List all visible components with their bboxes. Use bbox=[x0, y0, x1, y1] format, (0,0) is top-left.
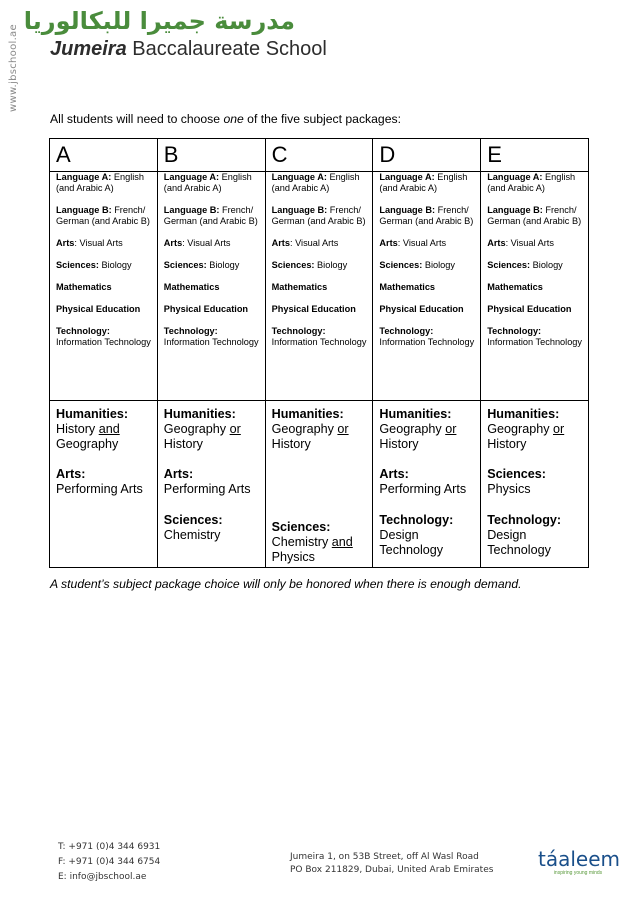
core-subject-value: Information Technology bbox=[379, 337, 475, 347]
core-subject bbox=[164, 326, 265, 348]
core-subject-label: Language A: bbox=[163, 172, 220, 182]
core-subject bbox=[272, 282, 373, 293]
core-subject-value: French/ German (and Arabic B) bbox=[56, 205, 150, 226]
option-cell bbox=[265, 401, 373, 568]
brand-name: táaleem bbox=[538, 847, 621, 871]
core-subject-value: English (and Arabic A) bbox=[56, 172, 144, 193]
core-subject-label: Arts bbox=[487, 238, 506, 248]
option-cell bbox=[157, 401, 265, 568]
core-subject bbox=[379, 282, 480, 293]
core-subject-label: Language A: bbox=[271, 172, 327, 182]
package-letter: D bbox=[373, 139, 481, 172]
option-cell bbox=[50, 401, 158, 568]
core-subject-label: Physical Education bbox=[379, 304, 464, 314]
core-subject bbox=[56, 260, 157, 271]
contact-block bbox=[58, 840, 160, 885]
option-label: Arts: bbox=[379, 467, 409, 481]
option-conjunction: or bbox=[337, 422, 349, 436]
core-subject bbox=[487, 304, 588, 315]
core-subject-label: Language A: bbox=[487, 172, 543, 182]
phone-number: T: +971 (0)4 344 6931 bbox=[58, 842, 161, 852]
school-logo-english bbox=[50, 36, 327, 62]
core-subject-label: Arts bbox=[163, 238, 183, 248]
option-value-2: History bbox=[271, 437, 311, 451]
core-cell bbox=[481, 172, 589, 401]
core-subject bbox=[272, 260, 373, 271]
core-subject bbox=[379, 304, 480, 315]
core-cell bbox=[265, 172, 373, 401]
option-group bbox=[379, 467, 478, 497]
core-subject-value: French/ German (and Arabic B) bbox=[271, 205, 366, 226]
core-cell bbox=[50, 172, 158, 401]
option-label: Humanities: bbox=[379, 407, 452, 421]
core-subject-value: : Visual Arts bbox=[505, 238, 554, 248]
option-label: Humanities: bbox=[56, 407, 129, 421]
taaleem-logo bbox=[538, 847, 621, 877]
core-subject-label: Mathematics bbox=[163, 282, 220, 292]
option-label: Sciences: bbox=[163, 513, 223, 527]
core-subject bbox=[487, 172, 588, 194]
core-subject bbox=[487, 205, 588, 227]
core-subject bbox=[164, 172, 265, 194]
core-subject-label: Physical Education bbox=[271, 304, 356, 314]
core-subject-label: Physical Education bbox=[487, 304, 572, 314]
core-subject bbox=[272, 304, 373, 315]
core-subject bbox=[379, 326, 480, 348]
option-value-2: Physics bbox=[271, 550, 315, 564]
core-subject-value: Information Technology bbox=[56, 337, 151, 347]
core-subject bbox=[272, 238, 373, 249]
option-group bbox=[272, 520, 371, 565]
core-subject-value: English (and Arabic A) bbox=[487, 172, 576, 193]
core-subject-label: Physical Education bbox=[56, 304, 141, 314]
option-value: History bbox=[56, 422, 99, 436]
core-subject-value: Biology bbox=[422, 260, 455, 270]
option-cell bbox=[481, 401, 589, 568]
core-subject bbox=[379, 260, 480, 271]
core-subject-label: Technology: bbox=[379, 326, 434, 336]
core-subject-label: Language B: bbox=[56, 205, 112, 215]
core-subject-label: Mathematics bbox=[379, 282, 436, 292]
option-conjunction: or bbox=[445, 422, 457, 436]
core-cell bbox=[157, 172, 265, 401]
core-subject-label: Language A: bbox=[379, 172, 435, 182]
address-line-2: PO Box 211829, Dubai, United Arab Emirates bbox=[290, 865, 494, 875]
option-value: Geography bbox=[163, 422, 230, 436]
core-subject-value: : Visual Arts bbox=[289, 238, 339, 248]
core-subject bbox=[56, 304, 157, 315]
option-group bbox=[487, 407, 586, 452]
core-subject-value: English (and Arabic A) bbox=[163, 172, 252, 193]
core-subject-label: Physical Education bbox=[163, 304, 249, 314]
core-subject-label: Arts bbox=[56, 238, 75, 248]
fax-number: F: +971 (0)4 344 6754 bbox=[58, 857, 161, 867]
core-subject-label: Technology: bbox=[271, 326, 326, 336]
core-subject bbox=[272, 326, 373, 348]
core-subject bbox=[56, 205, 157, 227]
core-subject-value: Information Technology bbox=[271, 337, 367, 347]
website-url: www.jbschool.ae bbox=[8, 24, 19, 112]
intro-text bbox=[50, 112, 590, 126]
option-label: Technology: bbox=[379, 513, 454, 527]
option-label: Humanities: bbox=[487, 407, 560, 421]
core-subject bbox=[272, 205, 373, 227]
core-subject-value: : Visual Arts bbox=[182, 238, 231, 248]
option-value: Performing Arts bbox=[163, 482, 251, 496]
core-subject-label: Language B: bbox=[379, 205, 436, 215]
core-subject bbox=[164, 205, 265, 227]
option-label: Arts: bbox=[56, 467, 86, 481]
core-subject bbox=[487, 326, 588, 348]
intro-emphasis: one bbox=[223, 112, 244, 126]
option-conjunction: or bbox=[229, 422, 241, 436]
option-value-2: Geography bbox=[56, 437, 119, 451]
core-subject-value: Biology bbox=[530, 260, 563, 270]
core-subject-label: Mathematics bbox=[487, 282, 543, 292]
core-subject-value: French/ German (and Arabic B) bbox=[379, 205, 474, 226]
brand-tagline: inspiring young minds bbox=[553, 870, 603, 876]
option-value: Geography bbox=[271, 422, 338, 436]
option-label: Arts: bbox=[163, 467, 194, 481]
package-letter: A bbox=[50, 139, 158, 172]
core-subject bbox=[56, 238, 157, 249]
option-group bbox=[272, 407, 371, 452]
core-subject-label: Sciences: bbox=[271, 260, 315, 270]
package-letter: C bbox=[265, 139, 373, 172]
core-subject-label: Sciences: bbox=[56, 260, 99, 270]
package-letter: B bbox=[157, 139, 265, 172]
option-value: Chemistry bbox=[271, 535, 332, 549]
option-label: Sciences: bbox=[271, 520, 331, 534]
core-subject-value: : Visual Arts bbox=[74, 238, 123, 248]
package-letters-row bbox=[50, 139, 589, 172]
core-subject-label: Technology: bbox=[487, 326, 542, 336]
option-value: Design Technology bbox=[379, 528, 444, 557]
option-value: Physics bbox=[487, 482, 531, 496]
option-group bbox=[379, 407, 478, 452]
option-value: Chemistry bbox=[163, 528, 221, 542]
core-subject bbox=[487, 260, 588, 271]
option-value-2: History bbox=[487, 437, 527, 451]
core-subject bbox=[164, 304, 265, 315]
core-subject bbox=[379, 238, 480, 249]
option-label: Humanities: bbox=[271, 407, 344, 421]
option-conjunction: and bbox=[331, 535, 353, 549]
page-footer bbox=[0, 840, 638, 896]
core-subject-value: Information Technology bbox=[487, 337, 583, 347]
core-subject-label: Technology: bbox=[56, 326, 110, 336]
core-subject-value: Biology bbox=[314, 260, 348, 270]
option-value-2: History bbox=[379, 437, 419, 451]
core-subject-value: Biology bbox=[206, 260, 240, 270]
option-value-2: History bbox=[163, 437, 203, 451]
address-line-1: Jumeira 1, on 53B Street, off Al Wasl Road bbox=[290, 852, 479, 862]
core-subject-value: French/ German (and Arabic B) bbox=[487, 205, 582, 226]
option-group bbox=[379, 513, 478, 558]
core-subject bbox=[379, 205, 480, 227]
option-value: Design Technology bbox=[487, 528, 551, 557]
core-subject-value: : Visual Arts bbox=[397, 238, 447, 248]
demand-note: A student’s subject package choice will only be honored when there is enough demand. bbox=[50, 577, 522, 591]
core-subjects-row bbox=[50, 172, 589, 401]
core-subject bbox=[164, 282, 265, 293]
core-subject-value: French/ German (and Arabic B) bbox=[163, 205, 258, 226]
core-subject-value: English (and Arabic A) bbox=[379, 172, 468, 193]
option-subjects-row bbox=[50, 401, 589, 568]
option-group bbox=[164, 513, 263, 543]
option-group bbox=[487, 513, 586, 558]
option-group bbox=[56, 407, 155, 452]
intro-after: of the five subject packages: bbox=[243, 112, 401, 126]
core-subject-label: Language A: bbox=[56, 172, 112, 182]
core-subject bbox=[164, 238, 265, 249]
core-subject-label: Arts bbox=[379, 238, 398, 248]
core-subject-label: Arts bbox=[271, 238, 290, 248]
logo-bold-word: Jumeira bbox=[50, 38, 127, 60]
option-group bbox=[56, 467, 155, 497]
core-subject bbox=[164, 260, 265, 271]
package-letter: E bbox=[481, 139, 589, 172]
core-subject-value: English (and Arabic A) bbox=[271, 172, 360, 193]
option-label: Sciences: bbox=[487, 467, 546, 481]
core-subject bbox=[56, 282, 157, 293]
option-cell bbox=[373, 401, 481, 568]
core-subject bbox=[56, 326, 157, 348]
option-label: Humanities: bbox=[163, 407, 236, 421]
option-group bbox=[164, 467, 263, 497]
core-subject bbox=[487, 282, 588, 293]
option-value: Geography bbox=[487, 422, 553, 436]
intro-before: All students will need to choose bbox=[50, 112, 224, 126]
core-subject-label: Sciences: bbox=[487, 260, 531, 270]
logo-rest: Baccalaureate School bbox=[126, 38, 327, 60]
core-subject-label: Sciences: bbox=[163, 260, 207, 270]
core-subject-label: Language B: bbox=[163, 205, 220, 215]
school-logo-arabic: مدرسة جميرا للبكالوريا bbox=[23, 7, 295, 35]
core-subject-label: Language B: bbox=[487, 205, 543, 215]
core-subject-label: Mathematics bbox=[271, 282, 328, 292]
packages-table bbox=[49, 138, 589, 568]
core-subject-value: Information Technology bbox=[163, 337, 259, 347]
core-subject-label: Mathematics bbox=[56, 282, 112, 292]
core-subject bbox=[56, 172, 157, 194]
option-label: Technology: bbox=[487, 513, 562, 527]
option-group bbox=[487, 467, 586, 497]
core-subject-label: Language B: bbox=[271, 205, 328, 215]
option-conjunction: or bbox=[553, 422, 565, 436]
option-group bbox=[164, 407, 263, 452]
option-value: Performing Arts bbox=[379, 482, 467, 496]
core-subject-label: Technology: bbox=[163, 326, 218, 336]
core-cell bbox=[373, 172, 481, 401]
email-address: E: info@jbschool.ae bbox=[58, 872, 147, 882]
core-subject-label: Sciences: bbox=[379, 260, 423, 270]
core-subject bbox=[487, 238, 588, 249]
option-conjunction: and bbox=[98, 422, 120, 436]
option-value: Performing Arts bbox=[56, 482, 143, 496]
address-block bbox=[290, 851, 493, 877]
core-subject-value: Biology bbox=[98, 260, 132, 270]
option-value: Geography bbox=[379, 422, 446, 436]
core-subject bbox=[272, 172, 373, 194]
core-subject bbox=[379, 172, 480, 194]
